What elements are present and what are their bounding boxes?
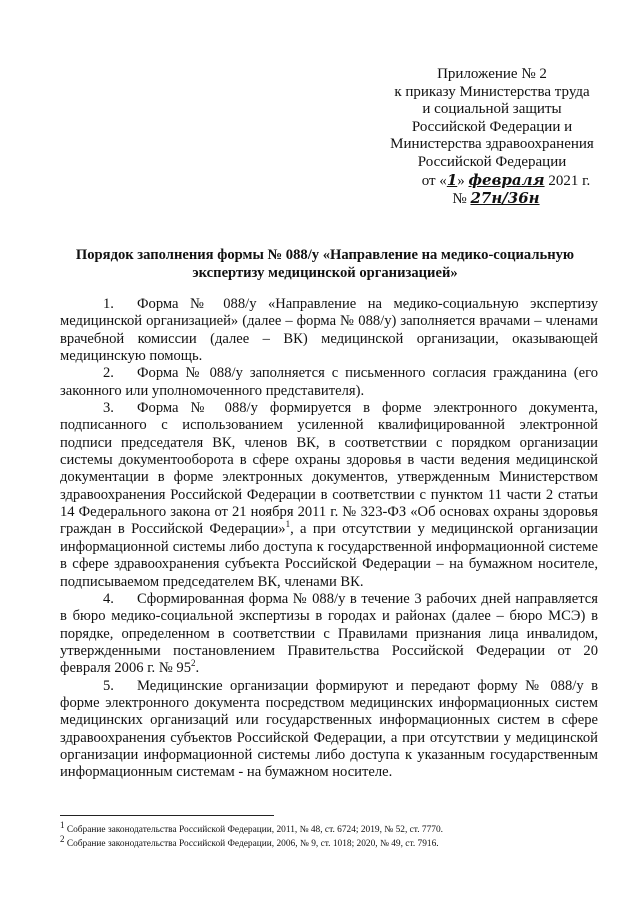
paragraph-2: [60, 365, 598, 400]
date-day-handwritten: 1: [446, 170, 458, 189]
footnotes: [60, 819, 600, 851]
appendix-line: Министерства здравоохранения: [390, 136, 594, 153]
footnote-item: [60, 819, 600, 838]
paragraph-text: Сформированная форма № 088/у в течение 3 рабочих дней направляется в бюро медико-социальной экспертизы в городах и районах (далее – бюро МСЭ) в порядке, определенном в соответствии с Правилами признания лица инвалидом, утвержденными постановлением Правительства Российской Федерации от 20 февраля 2006 г. № 95: [60, 590, 598, 677]
footnote-text: Собрание законодательства Российской Федерации, 2006, № 9, ст. 1018; 2020, № 49, ст. 7916.: [64, 838, 439, 849]
paragraph-text: Медицинские организации формируют и передают форму № 088/у в форме электронного документа посредством медицинских информационных систем медицинских организаций или государственных информационных систем в сфере здравоохранения субъектов Российской Федерации, а при отсутствии у медицинской организации информационной системы либо доступа к указанным государственным информационным системам - на бумажном носителе.: [60, 677, 598, 781]
title-line: Порядок заполнения формы № 088/у «Направление на медико-социальную: [75, 247, 575, 263]
title-line: экспертизу медицинской организацией»: [192, 265, 458, 281]
paragraph-text: Форма № 088/у заполняется с письменного согласия гражданина (его законного или уполномоченного представителя).: [60, 365, 598, 399]
paragraph-number: 3.: [103, 400, 114, 417]
appendix-header: [372, 66, 612, 209]
paragraph-3: [60, 400, 598, 591]
paragraph-number: 4.: [103, 590, 114, 607]
paragraph-text: Форма № 088/у «Направление на медико-социальную экспертизу медицинской организацией» (далее – форма № 088/у) заполняется врачами – членами врачебной комиссии (далее – ВК) медицинской организации, оказывающей медицинскую помощь.: [60, 296, 598, 365]
document-body: [60, 296, 598, 782]
appendix-line: Приложение № 2: [437, 66, 547, 82]
document-title: [60, 246, 590, 282]
paragraph-5: [60, 678, 598, 782]
footnote-ref: 1: [285, 519, 291, 530]
date-prefix: от «: [421, 172, 447, 189]
footnote-mark: 1: [60, 819, 65, 830]
appendix-line: и социальной защиты: [422, 101, 562, 118]
date-year: 2021 г.: [544, 172, 591, 189]
footnote-mark: 2: [60, 833, 65, 844]
appendix-line: Российской Федерации и: [411, 118, 573, 135]
paragraph-text: Форма № 088/у формируется в форме электронного документа, подписанного с использованием усиленной квалифицированной электронной подписи председателя ВК, членов ВК, в соответствии с порядком организации системы документооборота в сфере охраны здоровья в части ведения медицинской документации в форме электронных документов, утвержденным Министерством здравоохранения Российской Федерации в соответствии с пунктом 11 части 2 статьи 14 Федерального закона от 21 ноября 2011 г. № 323-ФЗ «Об основах охраны здоровья граждан в Российской Федерации»: [60, 400, 598, 538]
number-prefix: №: [452, 191, 471, 208]
paragraph-4: [60, 591, 598, 678]
appendix-line: Российской Федерации: [417, 153, 567, 170]
footnote-divider: [60, 815, 274, 816]
order-date: [372, 172, 612, 191]
date-mid: »: [457, 172, 469, 189]
footnote-ref: 2: [191, 658, 196, 669]
date-month-handwritten: февраля: [468, 170, 545, 189]
paragraph-number: 1.: [103, 296, 114, 312]
paragraph-number: 5.: [103, 677, 114, 694]
paragraph-text-tail: , а при отсутствии у медицинской организации информационной системы либо доступа к государственной информационной системе в сфере здравоохранения субъекта Российской Федерации – на бумажном носителе, подписываемом председателем ВК, членами ВК.: [60, 521, 598, 590]
footnote-item: [60, 833, 600, 852]
paragraph-text-tail: .: [195, 660, 200, 677]
paragraph-number: 2.: [103, 365, 114, 382]
paragraph-1: [60, 296, 598, 365]
order-number-handwritten: 27н/36н: [470, 189, 540, 208]
order-number: [372, 190, 612, 209]
footnote-text: Собрание законодательства Российской Федерации, 2011, № 48, ст. 6724; 2019, № 52, ст. 7770.: [64, 825, 443, 835]
appendix-line: к приказу Министерства труда: [394, 83, 590, 100]
